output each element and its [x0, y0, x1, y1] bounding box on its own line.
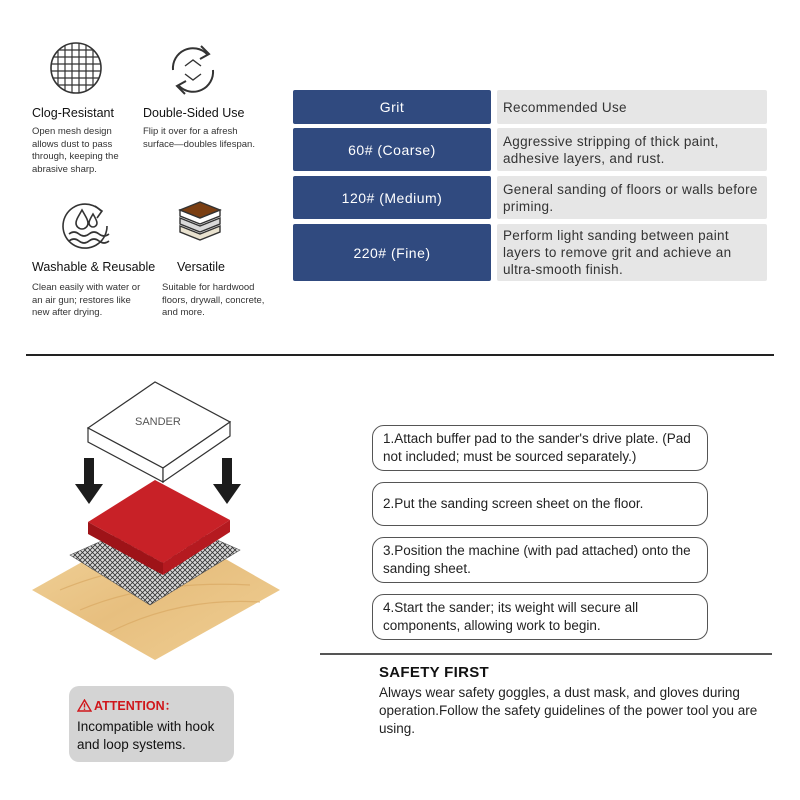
instruction-step-3: 3.Position the machine (with pad attached) onto the sanding sheet. [372, 537, 708, 583]
warning-triangle-icon [77, 699, 92, 712]
attention-box [69, 686, 234, 762]
feature-description: Flip it over for a afresh surface—doubles lifespan. [143, 126, 255, 150]
use-value: Perform light sanding between paint layers to remove grit and achieve an ultra-smooth finish. [497, 224, 767, 281]
down-arrow-icon [213, 458, 241, 504]
section-divider [320, 653, 772, 655]
feature-washable [32, 196, 156, 320]
feature-description: Suitable for hardwood floors, drywall, concrete, and more. [162, 282, 265, 318]
down-arrow-icon [75, 458, 103, 504]
instruction-step-4: 4.Start the sander; its weight will secure all components, allowing work to begin. [372, 594, 708, 640]
use-header: Recommended Use [497, 90, 767, 124]
attention-text: Incompatible with hook and loop systems. [77, 719, 215, 752]
mesh-grid-icon [48, 40, 108, 100]
grit-header: Grit [293, 90, 491, 124]
flip-arrows-icon [163, 40, 223, 100]
sander-block [88, 382, 230, 482]
instruction-step-2: 2.Put the sanding screen sheet on the floor. [372, 482, 708, 526]
layered-surfaces-icon [170, 196, 230, 256]
use-value: General sanding of floors or walls before priming. [497, 176, 767, 219]
feature-description: Clean easily with water or an air gun; restores like new after drying. [32, 282, 141, 318]
water-drops-icon [57, 196, 117, 256]
safety-title: SAFETY FIRST [379, 664, 489, 681]
safety-text: Always wear safety goggles, a dust mask, and gloves during operation.Follow the safety guidelines of the power tool you are using. [379, 685, 758, 736]
grit-value: 120# (Medium) [293, 176, 491, 219]
feature-title: Washable & Reusable [32, 260, 156, 274]
feature-title: Double-Sided Use [143, 106, 245, 120]
feature-versatile [162, 196, 282, 320]
use-value: Aggressive stripping of thick paint, adhesive layers, and rust. [497, 128, 767, 171]
feature-title: Clog-Resistant [32, 106, 114, 120]
installation-diagram [0, 370, 300, 670]
section-divider [26, 354, 774, 356]
feature-double-sided [143, 40, 263, 151]
grit-value: 220# (Fine) [293, 224, 491, 281]
attention-label: ATTENTION： [94, 699, 178, 713]
feature-description: Open mesh design allows dust to pass through, keeping the abrasive sharp. [32, 126, 119, 175]
feature-title: Versatile [177, 260, 225, 274]
sander-label: SANDER [135, 416, 181, 428]
grit-value: 60# (Coarse) [293, 128, 491, 171]
feature-clog-resistant [32, 40, 152, 176]
instruction-step-1: 1.Attach buffer pad to the sander's drive plate. (Pad not included; must be sourced separately.) [372, 425, 708, 471]
